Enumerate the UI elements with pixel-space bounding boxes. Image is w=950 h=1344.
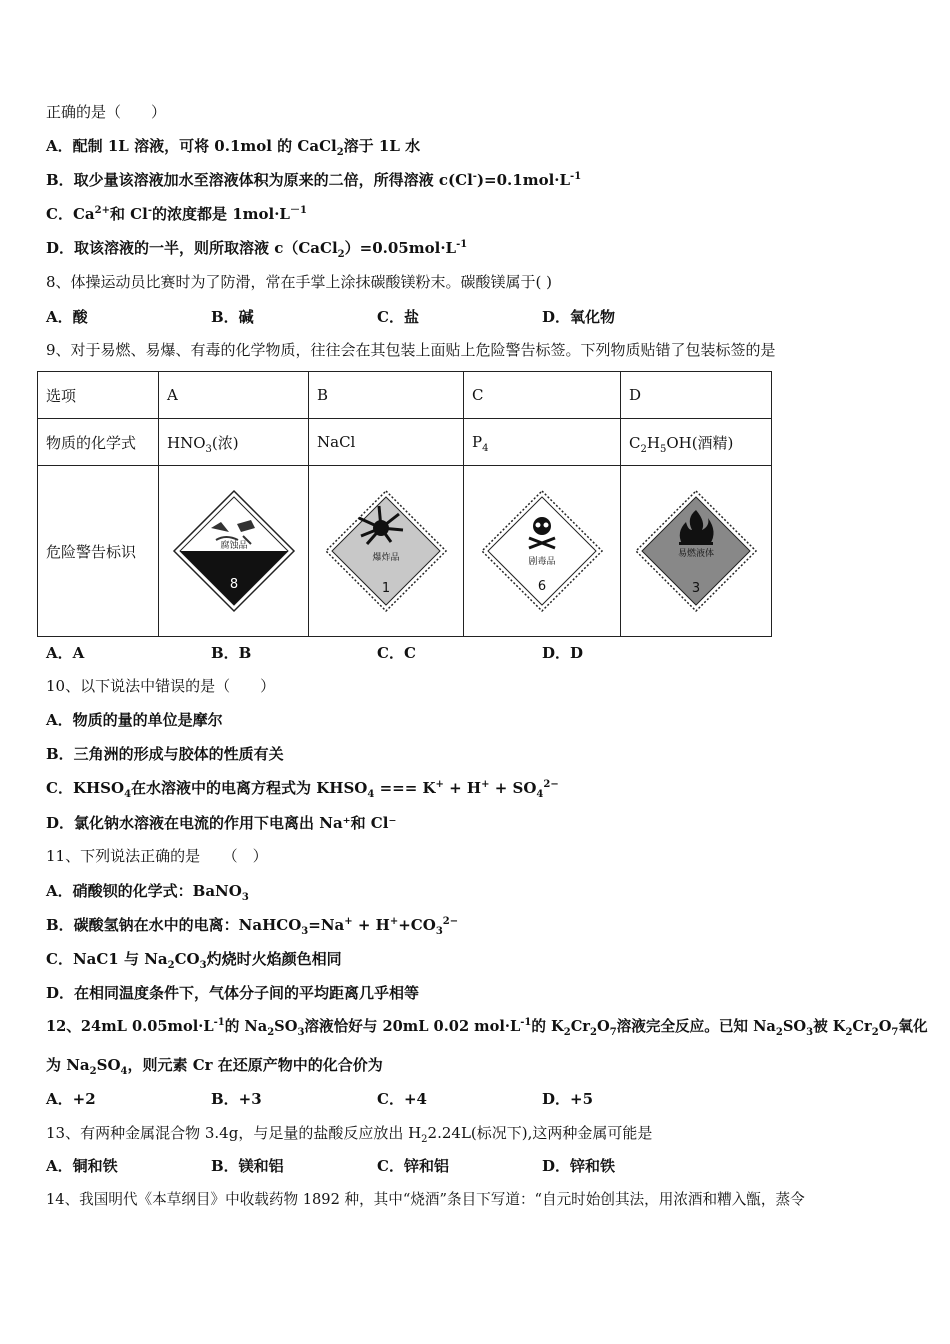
sign-cell [621,466,772,637]
q7-option-d: D．取该溶液的一半，则所取溶液 $c(CaCl_2)=0.05mol\cdot L^{-1}$ [46,239,468,260]
q13-option-a: A．铜和铁 [46,1157,118,1175]
sign-cell [464,466,621,637]
q14-stem: 14、我国明代《本草纲目》中收载药物 1892 种，其中“烧酒”条目下写道：“自元时始创其法，用浓酒和糟入甑，蒸令 [46,1191,805,1208]
sign-label: 剧毒品 [528,557,556,567]
sign-number: 3 [691,581,701,596]
flammable-sign-icon [633,488,759,614]
q13-option-d: D．锌和铁 [542,1157,616,1175]
q13-option-c: C．锌和铝 [377,1157,449,1175]
sign-cell [309,466,464,637]
sign-label: 爆炸品 [372,553,400,563]
q12-option-a: A．+2 [46,1090,96,1108]
table-col-header: B [309,372,464,419]
table-row-label: 选项 [38,372,159,419]
q11-stem: 11、下列说法正确的是 （ ） [46,847,268,865]
formula-cell: $P_4$ [464,419,621,466]
toxic-sign-icon [479,488,605,614]
q11-option-a: A．硝酸钡的化学式：BaNO$_3$ [46,882,249,903]
q13-stem: 13、有两种金属混合物 3.4g，与足量的盐酸反应放出 $H_22.24L$(标况下),这两种金属可能是 [46,1124,653,1145]
q10-option-b: B．三角洲的形成与胶体的性质有关 [46,745,284,763]
sign-number: 8 [229,577,238,592]
formula-cell: $C_2H_5OH$(酒精) [621,419,772,466]
table-col-header: C [464,372,621,419]
table-row-label: 危险警告标识 [38,466,159,637]
q8-option-a: A．酸 [46,308,88,326]
q7-option-b: B．取少量该溶液加水至溶液体积为原来的二倍，所得溶液 $c(Cl^-)=0.1mol\cdot L^{-1}$ [46,171,582,189]
q7-option-a: A．配制 1L 溶液，可将 0.1mol 的 CaCl$_2$溶于 1L 水 [46,137,421,158]
q9-option-c: C．C [377,644,416,662]
q12-stem-line1: 12、24mL $0.05mol\cdot L^{-1}$的 $Na_2SO_3$溶液恰好与 20mL 0.02 $mol\cdot L^{-1}$的 $K_2Cr_2O_7$溶液完全反应。已知 $Na_2SO_3$被 $K_2Cr_2O_7$氧化 [46,1017,928,1038]
sign-label: 易燃液体 [677,549,715,559]
q7-stem-tail: 正确的是（ ） [46,103,167,121]
q11-option-c: C．NaC1 与 $Na_2CO_3$灼烧时火焰颜色相同 [46,950,342,971]
q8-option-d: D．氧化物 [542,308,616,326]
q8-option-c: C．盐 [377,308,419,326]
q9-option-a: A．A [46,644,85,662]
q8-stem: 8、体操运动员比赛时为了防滑，常在手掌上涂抹碳酸镁粉末。碳酸镁属于( ) [46,273,553,291]
sign-label: 腐蚀品 [219,541,248,551]
q7-option-c: C．$Ca^{2+}$和 Cl-的浓度都是 $1mol\cdot L^{-1}$ [46,205,307,223]
q10-option-a: A．物质的量的单位是摩尔 [46,711,223,729]
sign-cell [159,466,309,637]
q11-option-d: D．在相同温度条件下，气体分子间的平均距离几乎相等 [46,984,420,1002]
table-row-label: 物质的化学式 [38,419,159,466]
formula-cell: NaCl [309,419,464,466]
q12-option-b: B．+3 [211,1090,262,1108]
q12-option-d: D．+5 [542,1090,594,1108]
sign-number: 1 [381,581,391,596]
formula-cell: $HNO_3$(浓) [159,419,309,466]
q8-option-b: B．碱 [211,308,254,326]
explosive-sign-icon [323,488,449,614]
corrosive-sign-icon [171,488,297,614]
q11-option-b: B．碳酸氢钠在水中的电离：NaHCO$_3$=Na+ + $H^++CO_3^{2-}$ [46,916,459,937]
q9-table [37,371,772,637]
sign-number: 6 [537,579,547,594]
q12-stem-line2: 为 $Na_2SO_4$，则元素 Cr 在还原产物中的化合价为 [46,1056,383,1077]
q12-option-c: C．+4 [377,1090,427,1108]
q10-stem: 10、以下说法中错误的是（ ） [46,677,276,695]
q9-option-b: B．B [211,644,252,662]
q9-option-d: D．D [542,644,584,662]
q10-option-d: D．氯化钠水溶液在电流的作用下电离出 Na⁺和 Cl⁻ [46,814,397,832]
table-col-header: D [621,372,772,419]
q9-stem: 9、对于易燃、易爆、有毒的化学物质，往往会在其包装上面贴上危险警告标签。下列物质贴错了包装标签的是 [46,341,776,359]
q10-option-c: C．$KHSO_4$在水溶液中的电离方程式为 $KHSO_4$ === $K^+ + H^+ + SO_4^{2-}$ [46,779,559,800]
table-col-header: A [159,372,309,419]
q13-option-b: B．镁和铝 [211,1157,284,1175]
